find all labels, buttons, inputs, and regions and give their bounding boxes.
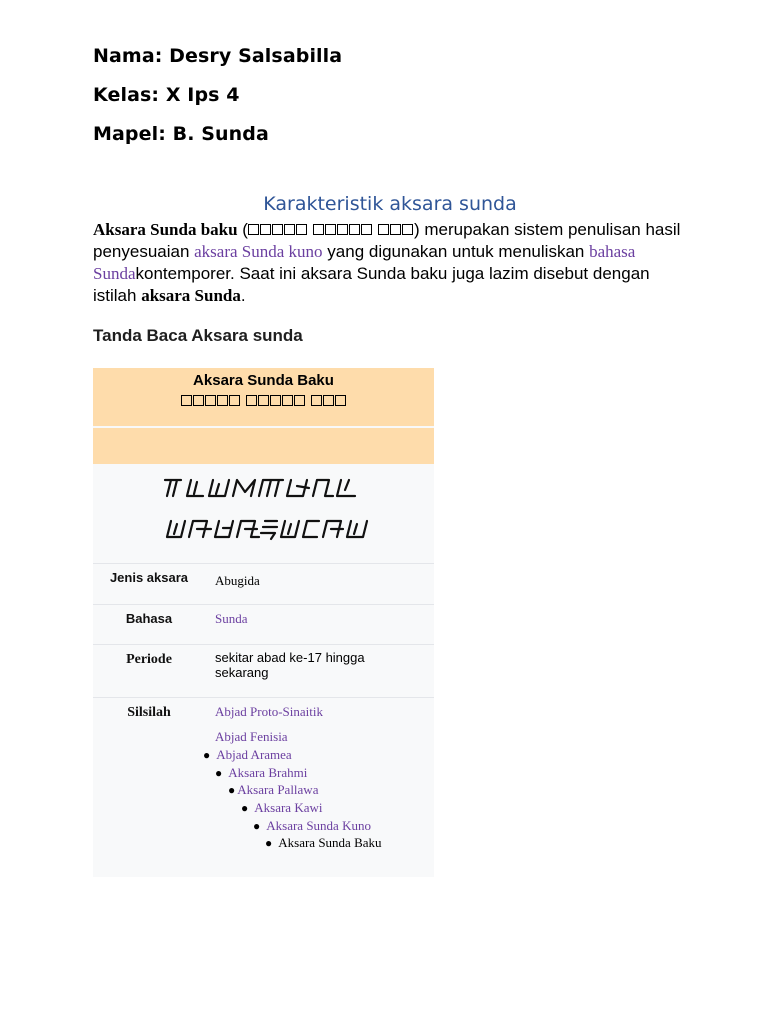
bullet-icon: ● [241, 801, 249, 815]
sundanese-script-glyphs [248, 220, 414, 239]
value-periode: sekitar abad ke-17 hingga sekarang [215, 650, 365, 680]
bullet-icon: ● [228, 783, 236, 797]
silsilah-item[interactable] [241, 800, 322, 816]
silsilah-item[interactable] [253, 818, 371, 834]
silsilah-link[interactable]: Aksara Brahmi [228, 765, 308, 780]
student-name: Nama: Desry Salsabilla [93, 45, 343, 67]
infobox-header-band [93, 428, 434, 464]
label-bahasa: Bahasa [125, 611, 173, 626]
document-title: Karakteristik aksara sunda [263, 193, 517, 215]
silsilah-link[interactable]: Abjad Proto-Sinaitik [215, 704, 323, 719]
intro-text-4: . [240, 286, 246, 305]
row-divider [93, 563, 434, 564]
intro-term-2: aksara Sunda [141, 286, 241, 305]
link-bahasa[interactable]: Sunda [215, 611, 248, 626]
label-periode: Periode [126, 652, 172, 667]
subject: Mapel: B. Sunda [93, 123, 269, 145]
silsilah-item[interactable] [215, 729, 288, 745]
bullet-icon: ● [215, 766, 223, 780]
bullet-icon: ● [265, 836, 273, 850]
silsilah-item[interactable] [215, 765, 307, 781]
silsilah-current: Aksara Sunda Baku [278, 835, 382, 850]
silsilah-link[interactable]: Aksara Sunda Kuno [266, 818, 371, 833]
section-heading: Tanda Baca Aksara sunda [93, 326, 303, 345]
row-divider [93, 644, 434, 645]
intro-text-2: yang digunakan untuk menuliskan [322, 242, 590, 261]
student-class: Kelas: X Ips 4 [93, 84, 240, 106]
intro-term: Aksara Sunda baku [93, 220, 238, 239]
silsilah-link[interactable]: Aksara Kawi [254, 800, 323, 815]
silsilah-link[interactable]: Abjad Fenisia [215, 729, 288, 744]
bullet-icon: ● [253, 819, 261, 833]
silsilah-link[interactable]: Abjad Aramea [216, 747, 292, 762]
row-divider [93, 604, 434, 605]
silsilah-item[interactable] [203, 747, 292, 763]
link-aksara-sunda-kuno[interactable]: aksara Sunda kuno [194, 242, 323, 261]
intro-open-paren: ( [237, 220, 248, 239]
label-jenis-aksara: Jenis aksara [109, 570, 189, 585]
infobox-title: Aksara Sunda Baku [193, 372, 334, 389]
silsilah-item[interactable] [228, 782, 318, 798]
intro-text-1: ) merupakan sistem penulisan hasil penyesuaian [93, 220, 681, 261]
silsilah-item [265, 835, 382, 851]
sundanese-script-sample-image [93, 466, 434, 562]
infobox [93, 368, 434, 877]
intro-text-3: kontemporer. Saat ini aksara Sunda baku juga lazim disebut dengan istilah [93, 264, 650, 305]
link-bahasa-sunda[interactable]: bahasa Sunda [93, 242, 636, 283]
label-silsilah: Silsilah [127, 705, 171, 720]
row-divider [93, 697, 434, 698]
intro-paragraph [93, 219, 693, 307]
silsilah-item[interactable] [215, 704, 323, 720]
infobox-subtitle-glyphs [93, 395, 434, 409]
silsilah-link[interactable]: Aksara Pallawa [237, 782, 319, 797]
value-jenis-aksara: Abugida [215, 573, 260, 588]
bullet-icon: ● [203, 748, 211, 762]
infobox-header [93, 368, 434, 426]
